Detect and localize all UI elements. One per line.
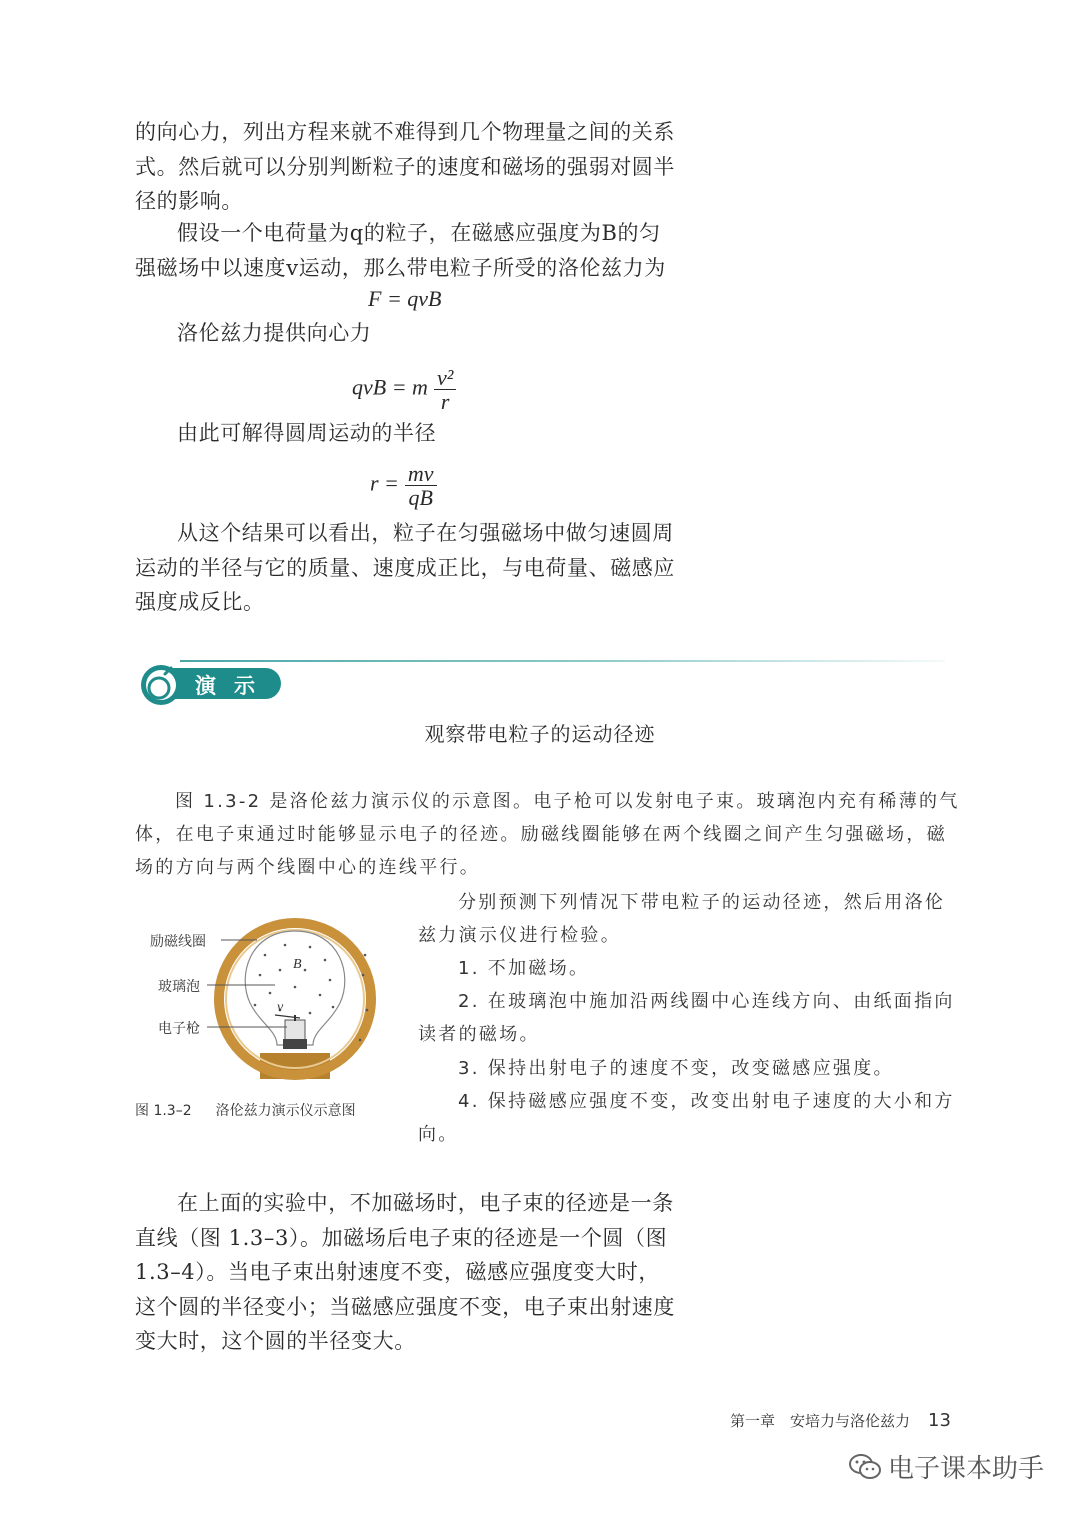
watermark-text: 电子课本助手 [888, 1454, 1045, 1484]
label-bulb: 玻璃泡 [158, 979, 200, 995]
figure-caption [135, 1100, 356, 1120]
demo-intro [135, 785, 960, 884]
paragraph-5-text: 从这个结果可以看出，粒子在匀强磁场中做匀速圆周运动的半径与它的质量、速度成正比，与电荷量、磁感应强度成反比。 [135, 521, 675, 614]
demo-item-1-text: 1. 不加磁场。 [458, 958, 590, 979]
demo-title: 观察带电粒子的运动径迹 [424, 722, 656, 746]
demo-item-3 [418, 1052, 960, 1085]
paragraph-4-text: 由此可解得圆周运动的半径 [177, 421, 437, 445]
demo-task [418, 886, 960, 952]
electron-gun [283, 1015, 307, 1049]
paragraph-5 [135, 516, 680, 620]
paragraph-1: 的向心力，列出方程来就不难得到几个物理量之间的关系式。然后就可以分别判断粒子的速度和磁场的强弱对圆半径的影响。 [135, 120, 675, 213]
eq3-denominator: qB [408, 485, 433, 511]
figure-caption-number: 图 1.3–2 [135, 1103, 192, 1119]
demo-task-text: 分别预测下列情况下带电粒子的运动径迹，然后用洛伦兹力演示仪进行检验。 [418, 892, 946, 946]
eq3-numerator: mv [405, 462, 437, 486]
figure-caption-text: 洛伦兹力演示仪示意图 [215, 1103, 356, 1119]
field-label-B: B [293, 957, 302, 972]
paragraph-3 [135, 316, 680, 351]
eq2-left: qvB = m [352, 374, 428, 400]
demo-intro-text: 图 1.3-2 是洛伦兹力演示仪的示意图。电子枪可以发射电子束。玻璃泡内充有稀薄的气体，在电子束通过时能够显示电子的径迹。励磁线圈能够在两个线圈之间产生匀强磁场，磁场的方向与两个线圈中心的连线平行。 [135, 791, 960, 878]
demo-item-2-text: 2. 在玻璃泡中施加沿两线圈中心连线方向、由纸面指向读者的磁场。 [418, 991, 955, 1045]
demo-flask-icon [137, 664, 187, 706]
page-number: 13 [928, 1410, 951, 1431]
paragraph-2-text: 假设一个电荷量为q的粒子，在磁感应强度为B的匀强磁场中以速度v运动，那么带电粒子所受的洛伦兹力为 [135, 221, 666, 280]
demo-item-4-text: 4. 保持磁感应强度不变，改变出射电子速度的大小和方向。 [418, 1091, 955, 1145]
demo-divider [180, 660, 945, 662]
wechat-icon [848, 1453, 882, 1481]
velocity-label-v: v [277, 1000, 284, 1015]
paragraph-4 [135, 416, 680, 451]
conclusion-text: 在上面的实验中，不加磁场时，电子束的径迹是一条直线（图 1.3–3）。加磁场后电子束的径迹是一个圆（图 1.3–4）。当电子束出射速度不变，磁感应强度变大时，这个圆的半径变小；当磁感应强度不变，电子束出射速度变大时，这个圆的半径变大。 [135, 1191, 675, 1353]
eq2-numerator: v² [434, 366, 456, 390]
demo-item-2 [418, 985, 960, 1051]
eq3-left: r = [370, 470, 399, 496]
demo-badge-label: 演示 [195, 674, 273, 698]
label-gun: 电子枪 [158, 1021, 200, 1037]
paragraph-2 [135, 216, 680, 285]
demo-item-4 [418, 1085, 960, 1151]
equation-centripetal [352, 366, 456, 413]
paragraph-3-text: 洛伦兹力提供向心力 [177, 321, 372, 345]
eq2-denominator: r [440, 389, 450, 415]
footer-chapter: 第一章 安培力与洛伦兹力 [730, 1412, 911, 1430]
conclusion-paragraph [135, 1186, 680, 1359]
equation-radius [370, 462, 437, 509]
label-coil: 励磁线圈 [150, 934, 206, 950]
demo-item-1 [418, 952, 960, 985]
watermark [848, 1448, 1044, 1485]
demo-item-3-text: 3. 保持出射电子的速度不变，改变磁感应强度。 [458, 1058, 894, 1079]
demo-badge [137, 664, 282, 704]
eq3-fraction [405, 462, 437, 509]
equation-lorentz-force: F = qvB [368, 286, 442, 311]
eq2-fraction [434, 366, 456, 413]
page-footer [730, 1410, 951, 1431]
